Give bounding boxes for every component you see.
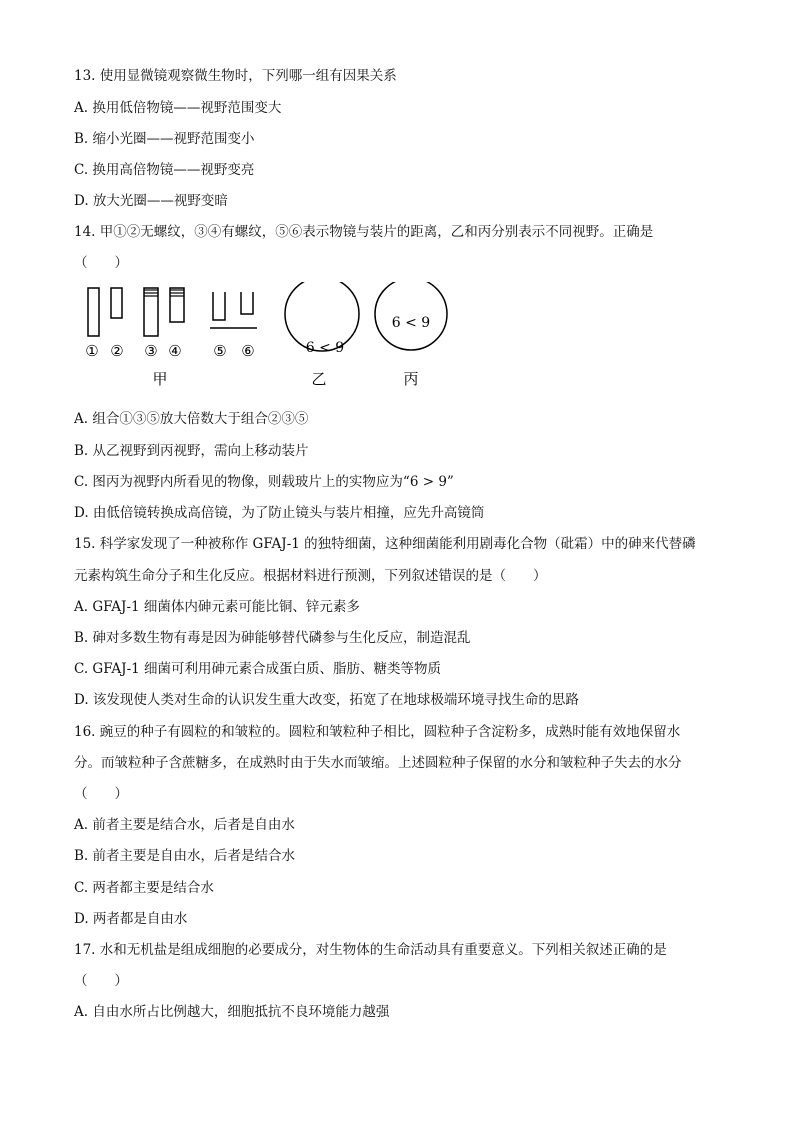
q13-stem: 13. 使用显微镜观察微生物时，下列哪一组有因果关系 [74,68,397,84]
label-bing: 丙 [403,370,419,388]
field-bing-text: 6 < 9 [391,315,431,331]
label-num-1: ① [85,342,99,360]
label-num-6: ⑥ [241,342,255,360]
label-num-3: ③ [144,342,158,360]
q15-stem-line1: 15. 科学家发现了一种被称作 GFAJ-1 的独特细菌，这种细菌能利用剧毒化合物（砒霜）中的砷来代替磷 [74,536,696,552]
q15-option-d: D. 该发现使人类对生命的认识发生重大改变，拓宽了在地球极端环境寻找生命的思路 [74,692,579,708]
q16-option-c: C. 两者都主要是结合水 [74,880,214,896]
distance-5-6 [210,292,257,328]
q14-stem: 14. 甲①②无螺纹，③④有螺纹，⑤⑥表示物镜与装片的距离，乙和丙分别表示不同视野。正确是 [74,224,654,240]
q17-stem: 17. 水和无机盐是组成细胞的必要成分，对生物体的生命活动具有重要意义。下列相关叙述正确的是 [74,942,667,958]
q13-option-b: B. 缩小光圈——视野范围变小 [74,131,255,147]
label-num-5: ⑤ [213,342,227,360]
eyepiece-2-short [111,288,122,318]
q15-option-c: C. GFAJ-1 细菌可利用砷元素合成蛋白质、脂肪、糖类等物质 [74,661,442,677]
q14-option-a: A. 组合①③⑤放大倍数大于组合②③⑤ [74,411,309,427]
q14-option-b: B. 从乙视野到丙视野，需向上移动装片 [74,443,309,459]
label-num-4: ④ [168,342,182,360]
q14-option-d: D. 由低倍镜转换成高倍镜，为了防止镜头与装片相撞，应先升高镜筒 [74,505,485,521]
q15-stem-line2: 元素构筑生命分子和生化反应。根据材料进行预测，下列叙述错误的是（ ） [74,568,547,584]
field-yi-text: 6 < 9 [305,340,345,356]
q16-option-b: B. 前者主要是自由水，后者是结合水 [74,848,296,864]
q16-answer-blank: （ ） [74,786,128,802]
q15-option-a: A. GFAJ-1 细菌体内砷元素可能比铜、锌元素多 [74,599,360,615]
q16-option-d: D. 两者都是自由水 [74,911,188,927]
q15-option-b: B. 砷对多数生物有毒是因为砷能够替代磷参与生化反应，制造混乱 [74,630,471,646]
q16-stem-line1: 16. 豌豆的种子有圆粒的和皱粒的。圆粒和皱粒种子相比，圆粒种子含淀粉多，成熟时能有效地保留水 [74,724,681,740]
q14-option-c: C. 图丙为视野内所看见的物像，则载玻片上的实物应为“6 > 9” [74,474,454,490]
label-num-2: ② [110,342,124,360]
objective-3-long [144,288,158,336]
q16-stem-line2: 分。而皱粒种子含蔗糖多，在成熟时由于失水而皱缩。上述圆粒种子保留的水分和皱粒种子失去的水分 [74,755,682,771]
q17-answer-blank: （ ） [74,973,128,989]
q13-option-c: C. 换用高倍物镜——视野变亮 [74,162,255,178]
q14-answer-blank: （ ） [74,255,128,271]
q13-option-a: A. 换用低倍物镜——视野范围变大 [74,100,282,116]
objective-4-short [170,288,184,322]
label-yi: 乙 [311,370,327,388]
label-jia: 甲 [152,370,168,388]
q16-option-a: A. 前者主要是结合水，后者是自由水 [74,817,295,833]
eyepiece-1-long [88,288,99,336]
q14-microscope-figure [74,282,454,394]
q17-option-a: A. 自由水所占比例越大，细胞抵抗不良环境能力越强 [74,1004,390,1020]
q13-option-d: D. 放大光圈——视野变暗 [74,193,228,209]
